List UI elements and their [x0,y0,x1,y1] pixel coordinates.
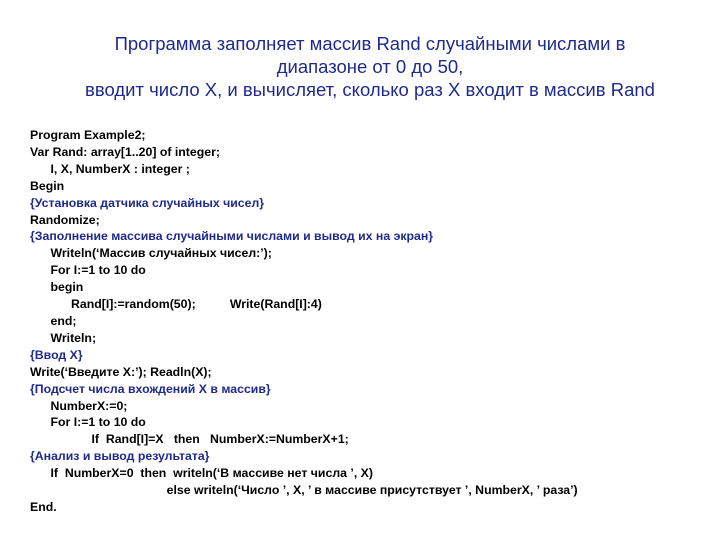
code-line: Write(‘Введите X:’); Readln(X); [30,364,212,379]
title-line-1: Программа заполняет массив Rand случайными числами в [114,33,626,54]
code-line: If Rand[I]=X then NumberX:=NumberX+1; [30,432,349,447]
title-line-2: диапазоне от 0 до 50, [276,56,464,77]
code-line: Rand[I]:=random(50); Write(Rand[I]:4) [30,297,322,312]
code-line: Writeln; [30,330,97,345]
code-line: End. [30,499,57,514]
code-line: end; [30,313,77,328]
code-line: For I:=1 to 10 do [30,263,146,278]
code-line: For I:=1 to 10 do [30,415,146,430]
code-line: Var Rand: array[1..20] of integer; [30,144,220,159]
slide-title [30,32,710,101]
code-line: If NumberX=0 then writeln(‘В массиве нет числа ’, X) [30,466,373,481]
code-line: begin [30,280,84,295]
code-line: Begin [30,178,65,193]
code-line: else writeln(‘Число ’, X, ’ в массиве присутствует ’, NumberX, ’ раза’) [30,483,578,498]
code-line: I, X, NumberX : integer ; [30,161,190,176]
code-listing [30,127,710,516]
code-line: NumberX:=0; [30,398,128,413]
code-comment-line: {Анализ и вывод результата} [30,449,210,464]
code-line: Randomize; [30,212,100,227]
code-comment-line: {Установка датчика случайных чисел} [30,195,265,210]
code-line: Writeln(‘Массив случайных чисел:’); [30,246,272,261]
code-comment-line: {Ввод X} [30,347,83,362]
code-line: Program Example2; [30,128,146,142]
title-line-3: вводит число X, и вычисляет, сколько раз X входит в массив Rand [85,79,655,100]
code-comment-line: {Заполнение массива случайными числами и вывод их на экран} [30,229,434,244]
code-comment-line: {Подсчет числа вхождений X в массив} [30,381,271,396]
